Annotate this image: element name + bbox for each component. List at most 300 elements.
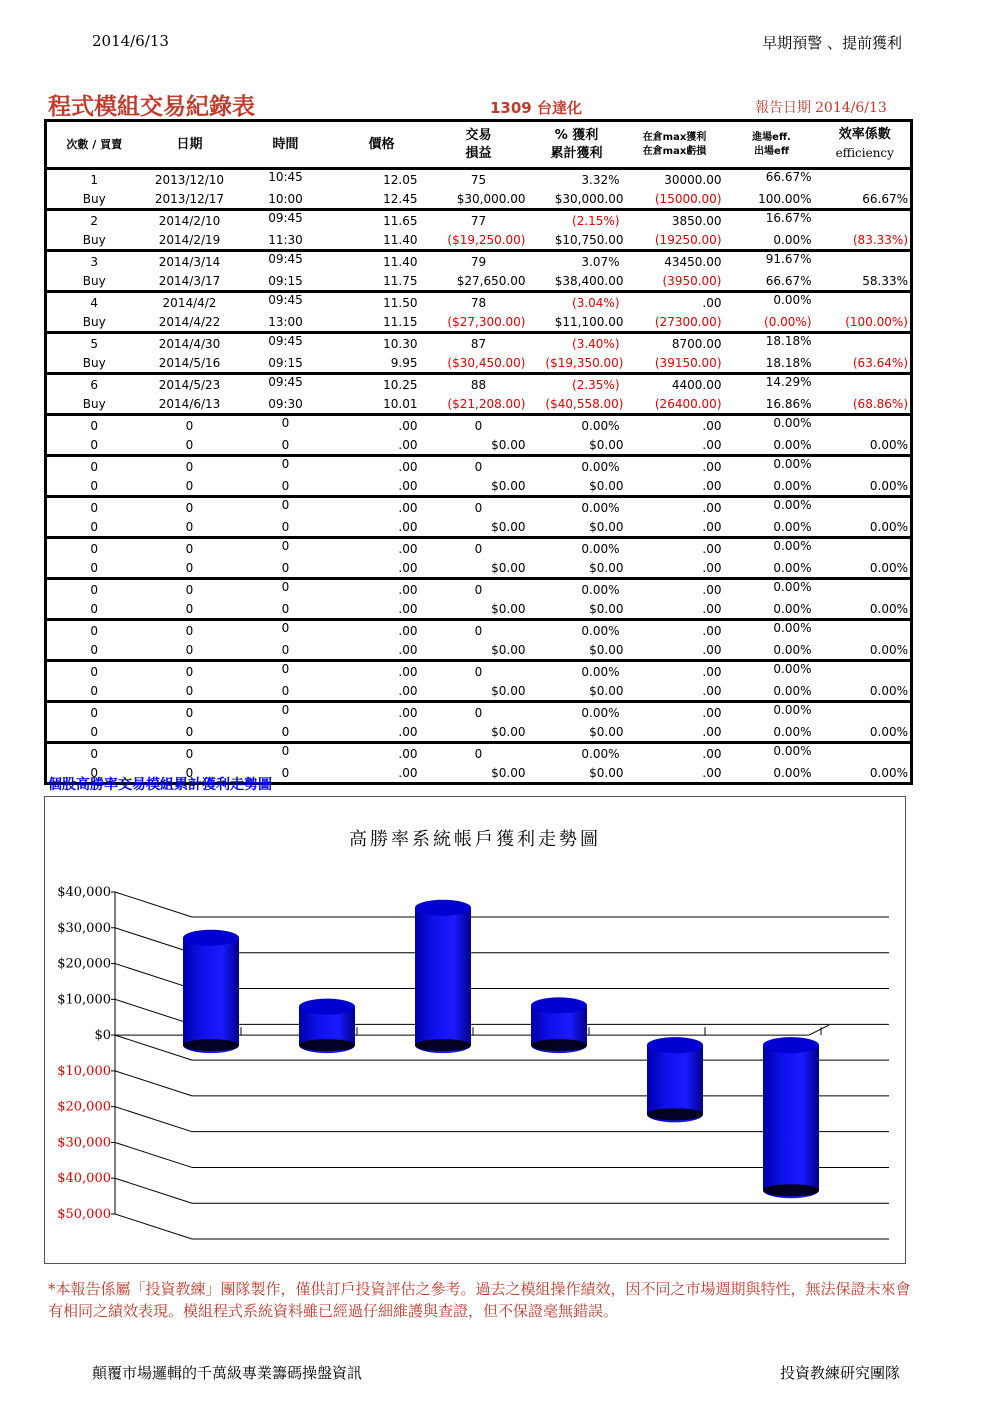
exit-date: 2014/5/16 [142, 353, 238, 374]
max-profit: .00 [702, 500, 722, 515]
max-profit: .00 [702, 705, 722, 720]
trade-points: 0 [474, 500, 483, 515]
trade-points: 0 [474, 459, 483, 474]
total-efficiency [820, 579, 912, 600]
entry-date: 0 [185, 459, 194, 474]
col-eff-line1: 進場eff. [752, 131, 791, 143]
trade-points: 75 [470, 172, 487, 187]
trade-side: 0 [46, 599, 142, 620]
exit-price: .00 [334, 681, 430, 702]
trade-row-exit [46, 558, 912, 579]
trade-points: 78 [470, 295, 487, 310]
exit-date: 0 [142, 763, 238, 784]
entry-time: 09:45 [268, 334, 303, 348]
max-profit: .00 [702, 582, 722, 597]
exit-price: .00 [334, 435, 430, 456]
col-price: 價格 [334, 121, 430, 169]
entry-price: .00 [398, 623, 418, 638]
total-efficiency [820, 251, 912, 272]
trade-points: 0 [474, 582, 483, 597]
max-profit: 30000.00 [664, 172, 722, 187]
col-max-line2: 在倉max虧損 [642, 145, 707, 157]
trade-side: 0 [46, 476, 142, 497]
trade-row-entry [46, 251, 912, 272]
trade-number: 0 [90, 746, 99, 761]
trade-profit-loss: $0.00 [430, 435, 528, 456]
entry-time: 0 [281, 457, 290, 471]
chart-title: 高勝率系統帳戶獲利走勢圖 [349, 829, 601, 850]
entry-efficiency: 0.00% [773, 457, 812, 471]
trade-row-exit [46, 599, 912, 620]
max-profit: 3850.00 [671, 213, 722, 228]
entry-date: 2014/3/14 [158, 254, 221, 269]
trade-number: 0 [90, 623, 99, 638]
total-efficiency [820, 169, 912, 190]
entry-date: 2013/12/10 [154, 172, 225, 187]
exit-efficiency: 16.86% [724, 394, 820, 415]
exit-time: 0 [238, 599, 334, 620]
entry-price: .00 [398, 500, 418, 515]
bar-3 [415, 908, 471, 1053]
entry-efficiency: 0.00% [773, 416, 812, 430]
trade-number: 5 [90, 336, 99, 351]
total-efficiency: (68.86%) [820, 394, 912, 415]
entry-time: 0 [281, 539, 290, 553]
cumulative-profit: $0.00 [528, 599, 626, 620]
profit-percent: 0.00% [581, 500, 620, 515]
entry-time: 0 [281, 580, 290, 594]
entry-date: 0 [185, 623, 194, 638]
cumulative-profit: ($40,558.00) [528, 394, 626, 415]
entry-efficiency: 14.29% [765, 375, 812, 389]
entry-time: 0 [281, 416, 290, 430]
trade-number: 0 [90, 541, 99, 556]
exit-efficiency: 0.00% [724, 230, 820, 251]
entry-time: 09:45 [268, 375, 303, 389]
total-efficiency: 66.67% [820, 189, 912, 210]
exit-time: 0 [238, 722, 334, 743]
bar-6 [763, 1045, 819, 1198]
entry-time: 0 [281, 662, 290, 676]
exit-efficiency: 0.00% [724, 517, 820, 538]
footer-left: 顛覆市場邏輯的千萬級專業籌碼操盤資訊 [92, 1364, 363, 1382]
gridline-diagonal [115, 1142, 192, 1167]
max-loss: (27300.00) [626, 312, 724, 333]
trade-profit-loss: $0.00 [430, 558, 528, 579]
exit-time: 0 [238, 640, 334, 661]
trade-number: 0 [90, 459, 99, 474]
profit-percent: 0.00% [581, 664, 620, 679]
trade-row-exit [46, 189, 912, 210]
trade-profit-loss: $27,650.00 [430, 271, 528, 292]
exit-efficiency: 100.00% [724, 189, 820, 210]
gridline-diagonal [115, 1035, 192, 1060]
trade-points: 0 [474, 664, 483, 679]
max-profit: .00 [702, 418, 722, 433]
max-loss: (15000.00) [626, 189, 724, 210]
entry-time: 0 [281, 621, 290, 635]
y-tick-label: $20,000 [57, 1099, 111, 1115]
entry-price: 11.40 [383, 254, 418, 269]
trade-points: 0 [474, 623, 483, 638]
trade-side: 0 [46, 558, 142, 579]
max-profit: .00 [702, 746, 722, 761]
entry-price: 11.65 [383, 213, 418, 228]
trade-profit-loss: $0.00 [430, 722, 528, 743]
col-efficiency-line2: efficiency [835, 146, 894, 160]
entry-date: 0 [185, 500, 194, 515]
total-efficiency [820, 743, 912, 764]
cumulative-profit: $30,000.00 [528, 189, 626, 210]
gridline-diagonal [115, 1107, 192, 1132]
exit-price: 11.75 [334, 271, 430, 292]
entry-efficiency: 0.00% [773, 293, 812, 307]
entry-time: 0 [281, 498, 290, 512]
trade-row-entry [46, 415, 912, 436]
exit-date: 0 [142, 599, 238, 620]
trade-row-entry [46, 661, 912, 682]
entry-efficiency: 0.00% [773, 662, 812, 676]
entry-price: .00 [398, 746, 418, 761]
y-tick-label: $20,000 [57, 956, 111, 972]
total-efficiency [820, 210, 912, 231]
entry-date: 2014/4/2 [162, 295, 217, 310]
trade-side: 0 [46, 722, 142, 743]
document-title: 程式模組交易紀錄表 [48, 93, 255, 120]
trade-profit-loss: $0.00 [430, 763, 528, 784]
profit-percent: 0.00% [581, 459, 620, 474]
gridline-diagonal [115, 1214, 192, 1239]
y-tick-label: $40,000 [57, 1171, 111, 1187]
entry-time: 09:45 [268, 293, 303, 307]
total-efficiency [820, 497, 912, 518]
trade-profit-loss: $0.00 [430, 599, 528, 620]
trade-profit-loss: $0.00 [430, 517, 528, 538]
exit-price: .00 [334, 599, 430, 620]
entry-time: 09:45 [268, 211, 303, 225]
entry-efficiency: 0.00% [773, 580, 812, 594]
max-profit: 4400.00 [671, 377, 722, 392]
exit-time: 13:00 [238, 312, 334, 333]
trade-row-entry [46, 702, 912, 723]
entry-price: 10.30 [383, 336, 418, 351]
col-max [626, 121, 724, 169]
trade-number: 1 [90, 172, 99, 187]
entry-price: .00 [398, 418, 418, 433]
exit-price: .00 [334, 517, 430, 538]
trade-record-table [44, 119, 913, 785]
y-tick-label: $10,000 [57, 992, 111, 1008]
profit-percent: (3.40%) [572, 336, 620, 351]
trade-number: 0 [90, 582, 99, 597]
max-profit: .00 [702, 295, 722, 310]
total-efficiency [820, 702, 912, 723]
max-loss: .00 [626, 681, 724, 702]
total-efficiency [820, 333, 912, 354]
trade-number: 0 [90, 705, 99, 720]
total-efficiency [820, 456, 912, 477]
trade-row-exit [46, 353, 912, 374]
profit-percent: 0.00% [581, 623, 620, 638]
exit-date: 2014/6/13 [142, 394, 238, 415]
trade-body [46, 169, 912, 784]
gridline-diagonal [115, 999, 192, 1024]
total-efficiency: 0.00% [820, 763, 912, 784]
exit-efficiency: 0.00% [724, 558, 820, 579]
bar-1 [183, 938, 239, 1053]
trade-row-exit [46, 722, 912, 743]
trade-profit-loss: ($21,208.00) [430, 394, 528, 415]
trade-profit-loss: ($19,250.00) [430, 230, 528, 251]
max-loss: .00 [626, 640, 724, 661]
trade-row-entry [46, 169, 912, 190]
entry-price: 11.50 [383, 295, 418, 310]
col-max-line1: 在倉max獲利 [642, 131, 707, 143]
exit-price: .00 [334, 558, 430, 579]
trade-number: 2 [90, 213, 99, 228]
exit-price: 11.40 [334, 230, 430, 251]
trade-points: 79 [470, 254, 487, 269]
exit-time: 0 [238, 681, 334, 702]
cumulative-profit: ($19,350.00) [528, 353, 626, 374]
trade-number: 0 [90, 418, 99, 433]
entry-date: 2014/4/30 [158, 336, 221, 351]
trade-number: 4 [90, 295, 99, 310]
exit-time: 11:30 [238, 230, 334, 251]
trade-profit-loss: ($30,450.00) [430, 353, 528, 374]
trade-row-exit [46, 476, 912, 497]
profit-percent: 0.00% [581, 746, 620, 761]
trade-points: 87 [470, 336, 487, 351]
exit-date: 2014/2/19 [142, 230, 238, 251]
exit-efficiency: 0.00% [724, 763, 820, 784]
total-efficiency: (63.64%) [820, 353, 912, 374]
trade-side: 0 [46, 435, 142, 456]
max-profit: .00 [702, 664, 722, 679]
max-loss: (19250.00) [626, 230, 724, 251]
total-efficiency: 0.00% [820, 599, 912, 620]
trade-points: 0 [474, 746, 483, 761]
trade-row-entry [46, 538, 912, 559]
trade-side: 0 [46, 517, 142, 538]
entry-price: .00 [398, 705, 418, 720]
entry-date: 0 [185, 664, 194, 679]
exit-date: 2014/4/22 [142, 312, 238, 333]
cumulative-profit: $10,750.00 [528, 230, 626, 251]
total-efficiency: 0.00% [820, 681, 912, 702]
bar-base-5 [647, 1108, 703, 1120]
max-loss: (3950.00) [626, 271, 724, 292]
exit-date: 0 [142, 681, 238, 702]
max-loss: (39150.00) [626, 353, 724, 374]
profit-percent: (2.35%) [572, 377, 620, 392]
bar-cap-4 [531, 997, 587, 1013]
y-tick-label: $10,000 [57, 1063, 111, 1079]
max-profit: .00 [702, 623, 722, 638]
entry-efficiency: 0.00% [773, 621, 812, 635]
exit-time: 0 [238, 763, 334, 784]
total-efficiency: 0.00% [820, 517, 912, 538]
cumulative-profit: $0.00 [528, 722, 626, 743]
trade-row-entry [46, 743, 912, 764]
trade-profit-loss: $30,000.00 [430, 189, 528, 210]
entry-efficiency: 0.00% [773, 539, 812, 553]
trade-number: 0 [90, 500, 99, 515]
exit-time: 0 [238, 476, 334, 497]
col-efficiency [820, 121, 912, 169]
col-date: 日期 [142, 121, 238, 169]
exit-time: 0 [238, 517, 334, 538]
exit-date: 0 [142, 476, 238, 497]
entry-price: .00 [398, 459, 418, 474]
exit-time: 0 [238, 435, 334, 456]
exit-price: 9.95 [334, 353, 430, 374]
col-pct-line2: 累計獲利 [550, 145, 603, 161]
profit-percent: 0.00% [581, 541, 620, 556]
exit-price: .00 [334, 722, 430, 743]
profit-percent: 3.32% [581, 172, 620, 187]
exit-price: .00 [334, 763, 430, 784]
entry-time: 10:45 [268, 170, 303, 184]
trade-row-entry [46, 456, 912, 477]
trade-row-exit [46, 640, 912, 661]
exit-date: 0 [142, 640, 238, 661]
disclaimer: *本報告係屬「投資教練」團隊製作，僅供訂戶投資評估之參考。過去之模組操作績效，因不同之市場週期與特性，無法保證未來會有相同之績效表現。模組程式系統資料雖已經過仔細維護與查證，但不保證毫無錯誤。 [48, 1280, 911, 1320]
exit-price: 12.45 [334, 189, 430, 210]
exit-efficiency: (0.00%) [724, 312, 820, 333]
col-pl [430, 121, 528, 169]
exit-efficiency: 0.00% [724, 476, 820, 497]
trade-points: 88 [470, 377, 487, 392]
max-profit: .00 [702, 541, 722, 556]
entry-price: 10.25 [383, 377, 418, 392]
exit-time: 09:30 [238, 394, 334, 415]
entry-efficiency: 16.67% [765, 211, 812, 225]
chart-canvas [45, 797, 905, 1263]
col-pct-line1: % 獲利 [554, 127, 599, 143]
trade-row-exit [46, 517, 912, 538]
exit-time: 09:15 [238, 353, 334, 374]
max-loss: .00 [626, 435, 724, 456]
entry-price: .00 [398, 582, 418, 597]
entry-efficiency: 0.00% [773, 498, 812, 512]
y-tick-label: $50,000 [57, 1207, 111, 1222]
exit-efficiency: 0.00% [724, 722, 820, 743]
total-efficiency: 0.00% [820, 558, 912, 579]
max-loss: (26400.00) [626, 394, 724, 415]
exit-date: 0 [142, 517, 238, 538]
y-tick-label: $0 [94, 1028, 111, 1044]
total-efficiency [820, 661, 912, 682]
col-pl-line1: 交易 [465, 127, 492, 143]
cumulative-profit: $0.00 [528, 476, 626, 497]
header-slogan: 早期預警 、提前獲利 [762, 34, 902, 52]
entry-time: 0 [281, 744, 290, 758]
trade-row-entry [46, 374, 912, 395]
trade-number: 0 [90, 664, 99, 679]
entry-date: 2014/5/23 [158, 377, 221, 392]
trade-row-entry [46, 620, 912, 641]
bar-cap-2 [299, 999, 355, 1015]
trade-profit-loss: $0.00 [430, 476, 528, 497]
entry-date: 0 [185, 705, 194, 720]
exit-efficiency: 0.00% [724, 599, 820, 620]
max-loss: .00 [626, 599, 724, 620]
trade-profit-loss: ($27,300.00) [430, 312, 528, 333]
trade-row-exit [46, 312, 912, 333]
trade-side: Buy [46, 271, 142, 292]
max-loss: .00 [626, 476, 724, 497]
gridline-diagonal [115, 892, 192, 917]
col-time: 時間 [238, 121, 334, 169]
max-loss: .00 [626, 558, 724, 579]
cumulative-profit: $11,100.00 [528, 312, 626, 333]
trade-row-entry [46, 292, 912, 313]
exit-date: 2013/12/17 [142, 189, 238, 210]
total-efficiency [820, 620, 912, 641]
bar-cap-1 [183, 930, 239, 946]
exit-date: 2014/3/17 [142, 271, 238, 292]
trade-row-exit [46, 681, 912, 702]
exit-price: 10.01 [334, 394, 430, 415]
entry-efficiency: 0.00% [773, 703, 812, 717]
trade-side: 0 [46, 681, 142, 702]
entry-time: 09:45 [268, 252, 303, 266]
footer-right: 投資教練研究團隊 [779, 1364, 900, 1382]
exit-time: 0 [238, 558, 334, 579]
trade-points: 0 [474, 541, 483, 556]
chart-section-title: 個股高勝率交易模組累計獲利走勢圖 [48, 777, 272, 793]
col-efficiency-line1: 效率係數 [838, 127, 891, 142]
trade-points: 77 [470, 213, 487, 228]
exit-date: 0 [142, 558, 238, 579]
total-efficiency [820, 538, 912, 559]
gridline-diagonal [115, 928, 192, 953]
max-loss: .00 [626, 722, 724, 743]
exit-efficiency: 0.00% [724, 640, 820, 661]
cumulative-profit: $0.00 [528, 640, 626, 661]
bar-cap-5 [647, 1037, 703, 1053]
trade-side: Buy [46, 394, 142, 415]
bar-base-2 [299, 1039, 355, 1051]
trade-row-exit [46, 230, 912, 251]
bar-base-4 [531, 1039, 587, 1051]
exit-efficiency: 0.00% [724, 681, 820, 702]
exit-price: 11.15 [334, 312, 430, 333]
entry-price: 12.05 [383, 172, 418, 187]
entry-time: 0 [281, 703, 290, 717]
entry-date: 0 [185, 746, 194, 761]
profit-percent: 0.00% [581, 582, 620, 597]
entry-date: 2014/2/10 [158, 213, 221, 228]
print-date: 2014/6/13 [92, 32, 169, 50]
exit-time: 09:15 [238, 271, 334, 292]
col-pct [528, 121, 626, 169]
profit-percent: 3.07% [581, 254, 620, 269]
col-count: 次數 / 買賣 [46, 121, 142, 169]
trade-row-entry [46, 579, 912, 600]
max-profit: .00 [702, 459, 722, 474]
trade-points: 0 [474, 705, 483, 720]
entry-efficiency: 66.67% [765, 170, 812, 184]
cumulative-profit: $0.00 [528, 763, 626, 784]
bar-base-6 [763, 1184, 819, 1196]
max-loss: .00 [626, 763, 724, 784]
entry-date: 0 [185, 418, 194, 433]
trade-side: 0 [46, 763, 142, 784]
bar-cap-6 [763, 1037, 819, 1053]
total-efficiency: 0.00% [820, 435, 912, 456]
